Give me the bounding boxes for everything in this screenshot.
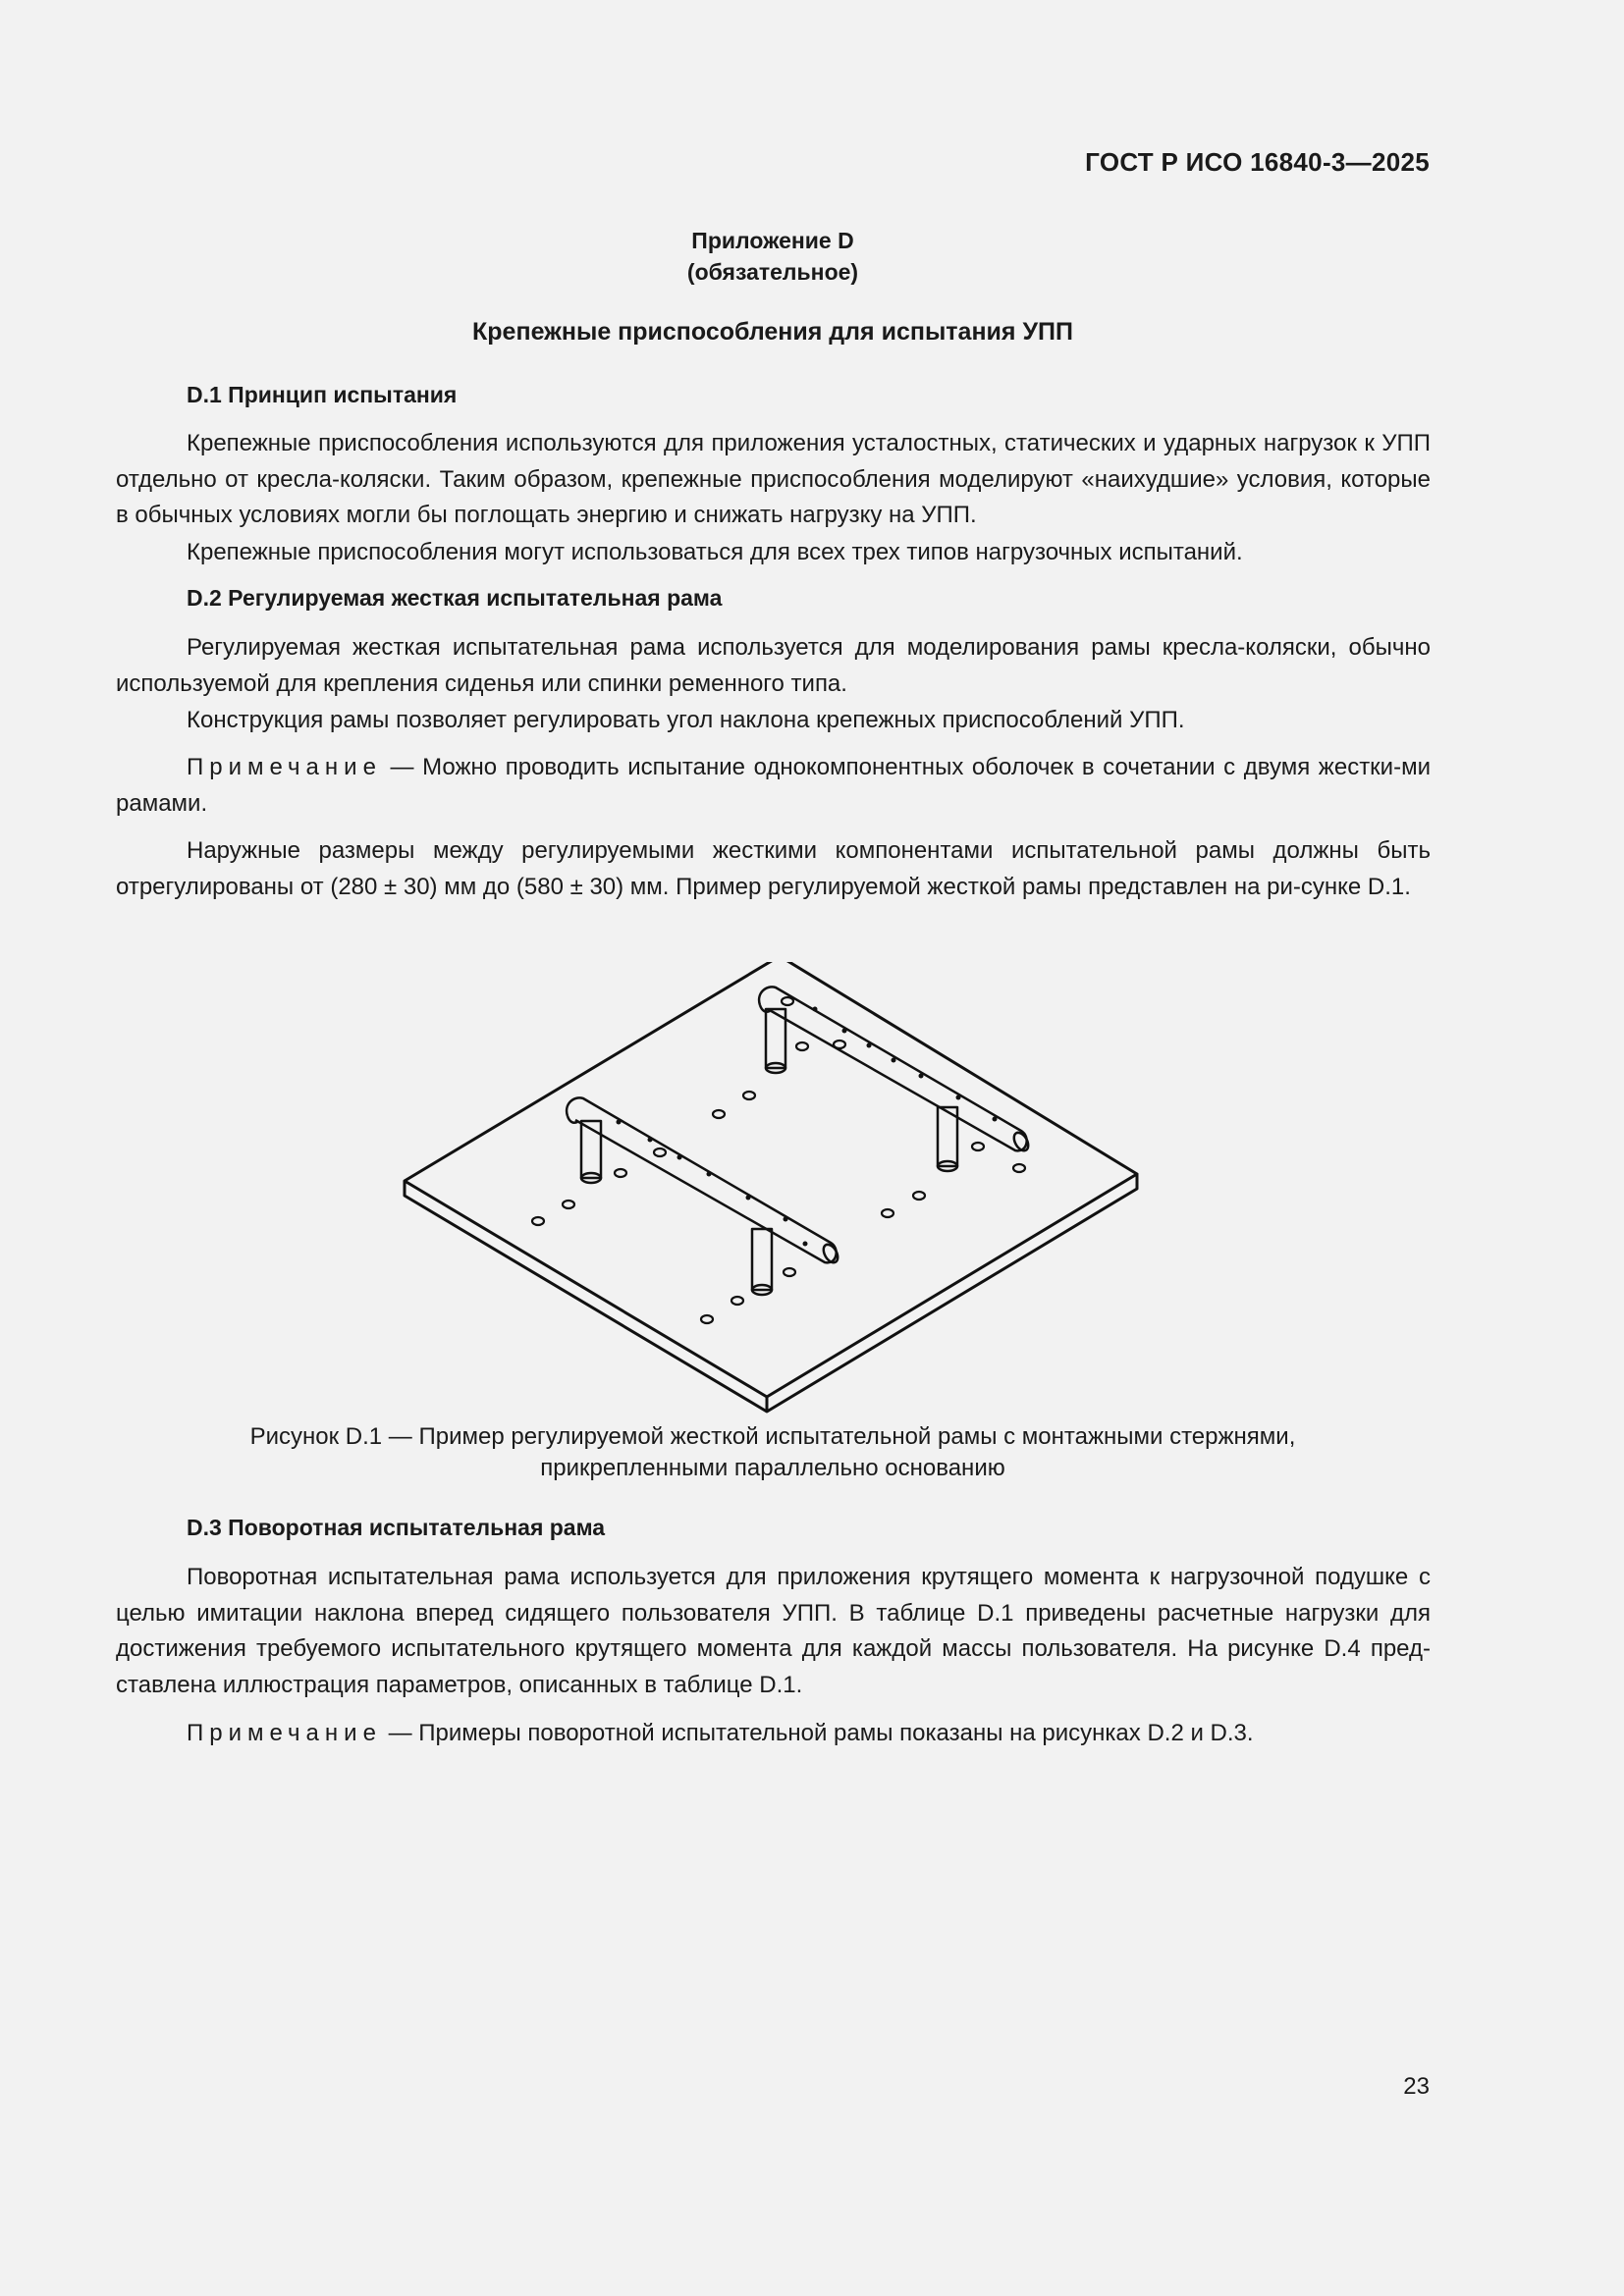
figure-caption-line-1: Рисунок D.1 — Пример регулируемой жесткой испытательной рамы с монтажными стержнями, [249,1423,1296,1450]
paragraph-d2-2: Конструкция рамы позволяет регулировать угол наклона крепежных приспособлений УПП. [187,707,1185,733]
annex-status: (обязательное) [686,259,859,285]
annex-heading: Крепежные приспособления для испытания УПП [472,318,1073,346]
base-plate [405,962,1137,1412]
annex-title: Приложение D [691,228,854,253]
annex-title-block [0,225,1545,288]
paragraph-d2-1: Регулируемая жесткая испытательная рама используется для моделирования рамы кресла-коляски, обычно используемой для крепления сиденья или спинки ременного типа. [116,634,1431,697]
note-label: Примечание [187,1720,382,1746]
mounting-holes [532,997,1025,1323]
paragraph-d1-1: Крепежные приспособления используются для приложения усталостных, статических и ударных нагрузок к УПП отдельно от кресла-коляски. Таким образом, крепежные приспособления моделируют «наихудшие» условия, которые в обычных условиях могли бы поглощать энергию и снижать нагрузку на УПП. [116,430,1431,528]
figure-caption-line-2: прикрепленными параллельно основанию [540,1455,1005,1481]
note-d3 [116,1716,1431,1752]
standard-designation: ГОСТ Р ИСО 16840-3—2025 [1085,147,1430,177]
note-text: — Можно проводить испытание однокомпонентных оболочек в сочетании с двумя жестки-ми рамами. [116,754,1431,817]
note-d2 [116,750,1431,822]
paragraph-d1-2: Крепежные приспособления могут использоваться для всех трех типов нагрузочных испытаний. [187,539,1243,565]
note-label: Примечание [187,754,382,780]
section-heading-d2: D.2 Регулируемая жесткая испытательная рама [187,585,723,611]
mounting-rod-back [759,987,1031,1171]
paragraph-d2-3: Наружные размеры между регулируемыми жесткими компонентами испытательной рамы должны быть отрегулированы от (280 ± 30) мм до (580 ± 30) мм. Пример регулируемой жесткой рамы представлен на ри-сунке D.1. [116,837,1431,900]
section-heading-d3: D.3 Поворотная испытательная рама [187,1515,606,1540]
mounting-rod-front [567,1097,840,1295]
page-number: 23 [1403,2073,1430,2100]
paragraph-d3-1: Поворотная испытательная рама используется для приложения крутящего момента к нагрузочной подушке с целью имитации наклона вперед сидящего пользователя УПП. В таблице D.1 приведены расчетные нагрузки для достижения требуемого испытательного крутящего момента для каждой массы пользователя. На рисунке D.4 пред-ставлена иллюстрация параметров, описанных в таблице D.1. [116,1564,1431,1698]
note-text: — Примеры поворотной испытательной рамы показаны на рисунках D.2 и D.3. [381,1720,1254,1746]
section-heading-d1: D.1 Принцип испытания [187,382,458,407]
figure-caption [0,1421,1545,1484]
adjustable-rigid-frame-figure [403,962,1149,1414]
